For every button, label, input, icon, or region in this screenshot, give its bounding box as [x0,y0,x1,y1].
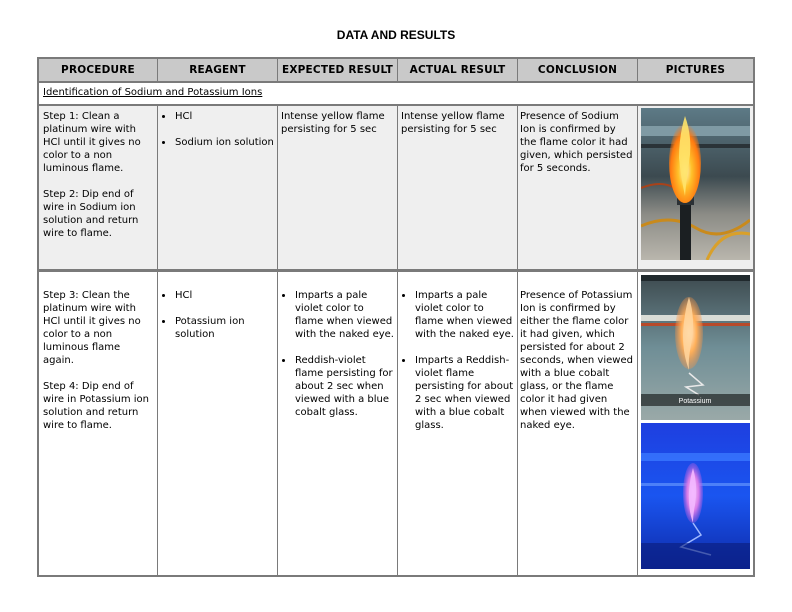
expected-result-cell: Intense yellow flame persisting for 5 sec [281,111,385,135]
procedure-step: Step 4: Dip end of wire in Potassium ion solution and return wire to flame. [43,381,150,431]
reagent-item: • HCl [174,110,275,123]
section-row [39,83,753,106]
actual-result-cell [403,289,515,445]
actual-result-cell: Intense yellow flame persisting for 5 sec [401,111,505,135]
actual-result-item: • Imparts a pale violet color to flame when viewed with the naked eye. [414,289,515,341]
header-conclusion: CONCLUSION [537,64,618,76]
results-table [37,57,755,577]
conclusion-cell: Presence of Potassium Ion is confirmed by either the flame color it had given, which persisted for about 2 seconds, when viewed with a blue cobalt glass, or the flame color it had given when viewed with the naked eye. [520,290,633,431]
header-expected-result: EXPECTED RESULT [281,64,393,76]
header-pictures: PICTURES [665,64,726,76]
procedure-cell [43,289,153,445]
header-actual-result: ACTUAL RESULT [409,64,506,76]
photo-caption: Potassium [678,398,712,405]
actual-result-item: • Imparts a Reddish-violet flame persisting for about 2 sec when viewed with a blue cobalt glass. [414,354,515,432]
expected-result-cell [283,289,395,432]
reagent-cell [163,110,275,162]
table-header-row [39,59,753,83]
expected-result-item: • Imparts a pale violet color to flame when viewed with the naked eye. [294,289,395,341]
reagent-cell [163,289,275,354]
procedure-step: Step 2: Dip end of wire in Sodium ion solution and return wire to flame. [43,189,139,239]
expected-result-item: • Reddish-violet flame persisting for about 2 sec when viewed with a blue cobalt glass. [294,354,395,419]
procedure-cell [43,110,153,253]
procedure-step: Step 3: Clean the platinum wire with HCl until it gives no color to a non luminous flame again. [43,290,141,366]
sodium-flame-photo [641,108,750,260]
reagent-item: • Sodium ion solution [174,136,275,149]
reagent-item: • HCl [174,289,275,302]
potassium-flame-photo [641,275,750,420]
potassium-cobalt-glass-photo [641,423,750,569]
header-procedure: PROCEDURE [61,64,135,76]
reagent-item: • Potassium ion solution [174,315,275,341]
conclusion-cell: Presence of Sodium Ion is confirmed by the flame color it had given, which persisted for 5 seconds. [520,111,633,174]
section-title: Identification of Sodium and Potassium Ions [43,87,263,98]
page-title: DATA AND RESULTS [336,28,456,42]
procedure-step: Step 1: Clean a platinum wire with HCl until it gives no color to a non luminous flame. [43,111,141,174]
header-reagent: REAGENT [189,64,246,76]
